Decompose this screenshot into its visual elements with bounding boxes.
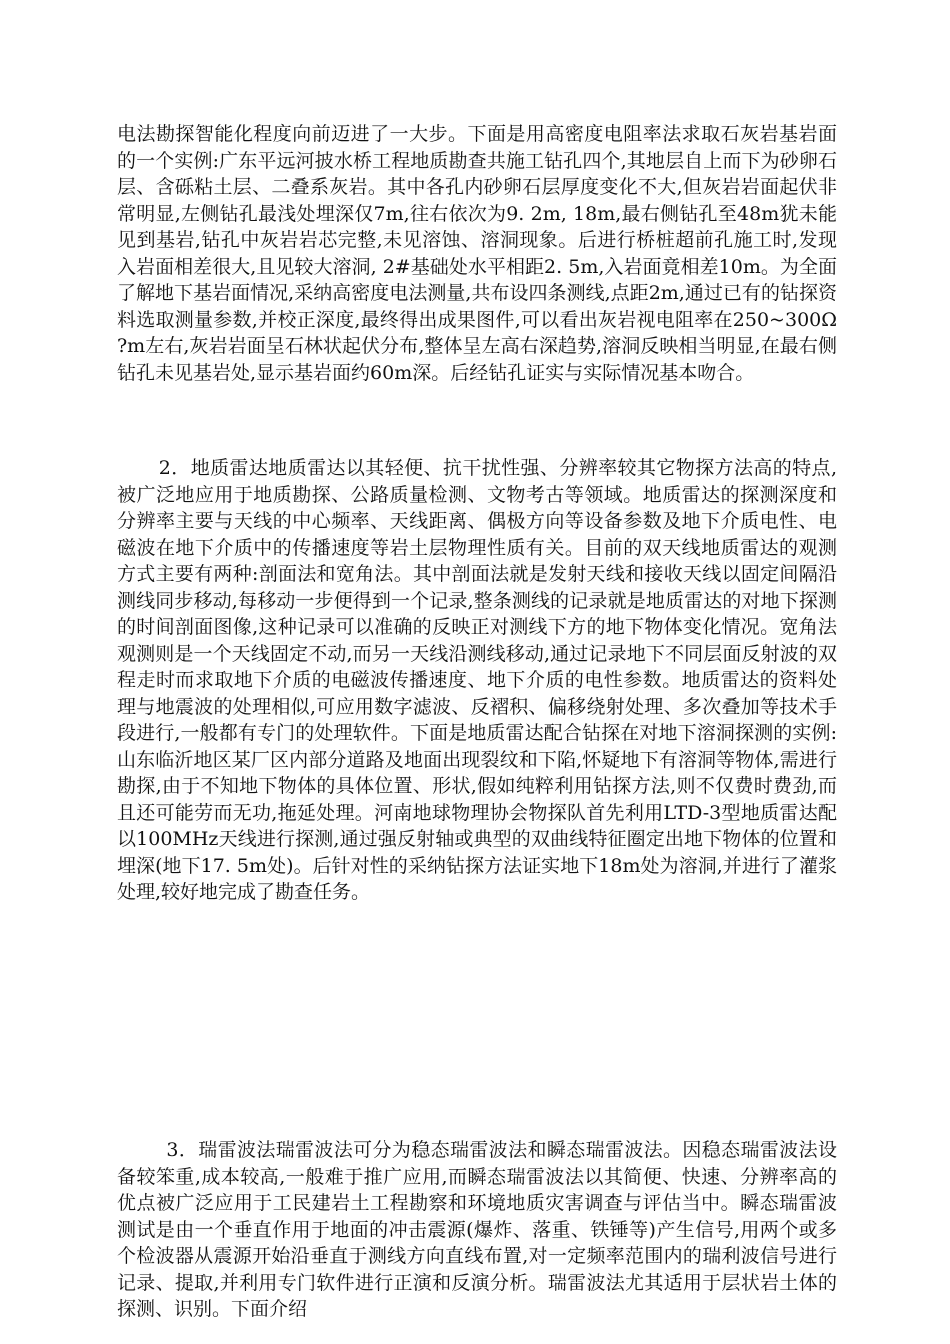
paragraph-ground-penetrating-radar: 2．地质雷达地质雷达以其轻便、抗干扰性强、分辨率较其它物探方法高的特点,被广泛地应用于地质勘探、公路质量检测、文物考古等领域。地质雷达的探测深度和分辨率主要与天线的中心频率、天线距离、偶极方向等设备参数及地下介质电性、电磁波在地下介质中的传播速度等岩土层物理性质有关。目前的双天线地质雷达的观测方式主要有两种:剖面法和宽角法。其中剖面法就是发射天线和接收天线以固定间隔沿测线同步移动,每移动一步便得到一个记录,整条测线的记录就是地质雷达的对地下探测的时间剖面图像,这种记录可以准确的反映正对测线下方的地下物体变化情况。宽角法观测则是一个天线固定不动,而另一天线沿测线移动,通过记录地下不同层面反射波的双程走时而求取地下介质的电磁波传播速度、地下介质的电性参数。地质雷达的资料处理与地震波的处理相似,可应用数字滤波、反褶积、偏移绕射处理、多次叠加等技术手段进行,一般都有专门的处理软件。下面是地质雷达配合钻探在对地下溶洞探测的实例:山东临沂地区某厂区内部分道路及地面出现裂纹和下陷,怀疑地下有溶洞等物体,需进行勘探,由于不知地下物体的具体位置、形状,假如纯粹利用钻探方法,则不仅费时费劲,而且还可能劳而无功,拖延处理。河南地球物理协会物探队首先利用LTD-3型地质雷达配以100MHz天线进行探测,通过强反射轴或典型的双曲线特征圈定出地下物体的位置和埋深(地下17. 5m处)。后针对性的采纳钻探方法证实地下18m处为溶洞,并进行了灌浆处理,较好地完成了勘查任务。: [117, 457, 837, 903]
paragraph-rayleigh-wave-method: 3．瑞雷波法瑞雷波法可分为稳态瑞雷波法和瞬态瑞雷波法。因稳态瑞雷波法设备较笨重,成本较高,一般难于推广应用,而瞬态瑞雷波法以其简便、快速、分辨率高的优点被广泛应用于工民建岩土工程勘察和环境地质灾害调查与评估当中。瞬态瑞雷波测试是由一个垂直作用于地面的冲击震源(爆炸、落重、铁锤等)产生信号,用两个或多个检波器从震源开始沿垂直于测线方向直线布置,对一定频率范围内的瑞利波信号进行记录、提取,并利用专门软件进行正演和反演分析。瑞雷波法尤其适用于层状岩土体的探测、识别。下面介绍: [117, 1139, 837, 1320]
paragraph-electrical-method-example: 电法勘探智能化程度向前迈进了一大步。下面是用高密度电阻率法求取石灰岩基岩面的一个实例:广东平远河披水桥工程地质勘查共施工钻孔四个,其地层自上而下为砂卵石层、含砾粘土层、二叠系灰岩。其中各孔内砂卵石层厚度变化不大,但灰岩岩面起伏非常明显,左侧钻孔最浅处埋深仅7m,往右依次为9. 2m, 18m,最右侧钻孔至48m犹未能见到基岩,钻孔中灰岩岩芯完整,未见溶蚀、溶洞现象。后进行桥桩超前孔施工时,发现入岩面相差很大,且见较大溶洞, 2#基础处水平相距2. 5m,入岩面竟相差10m。为全面了解地下基岩面情况,采纳高密度电法测量,共布设四条测线,点距2m,通过已有的钻探资料选取测量参数,并校正深度,最终得出成果图件,可以看出灰岩视电阻率在250~300Ω?m左右,灰岩岩面呈石林状起伏分布,整体呈左高右深趋势,溶洞反映相当明显,在最右侧钻孔未见基岩处,显示基岩面约60m深。后经钻孔证实与实际情况基本吻合。: [117, 123, 837, 384]
